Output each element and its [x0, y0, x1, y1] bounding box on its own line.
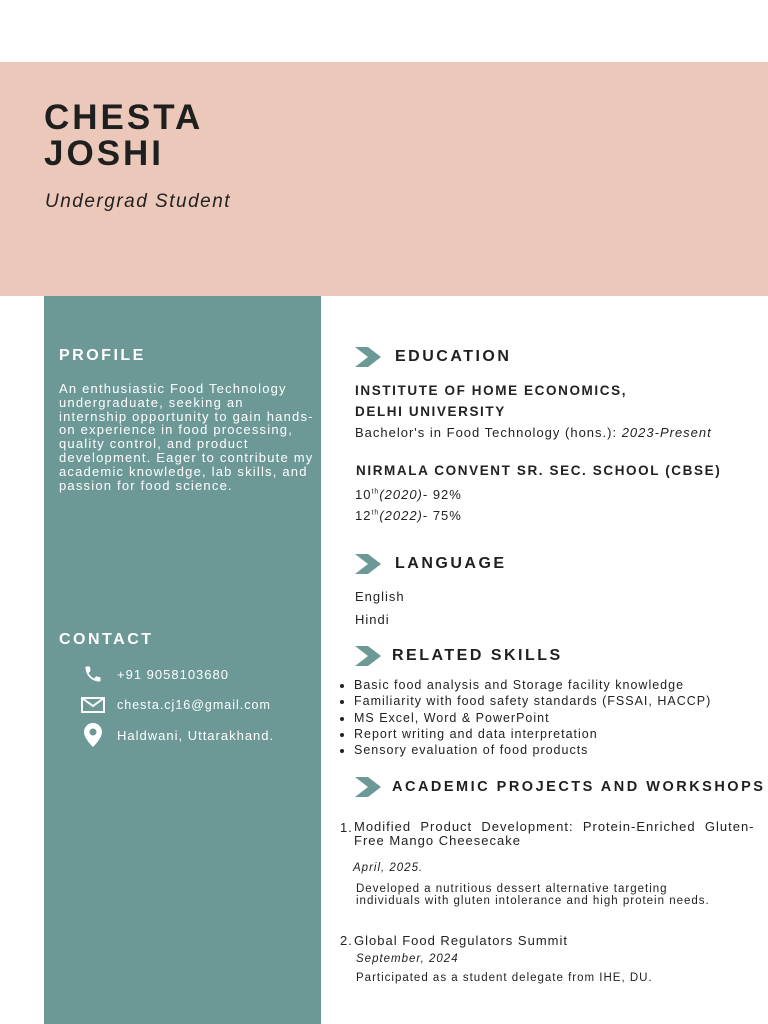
project-2-title: Global Food Regulators Summit	[354, 933, 568, 948]
list-item: • Familiarity with food safety standards (FSSAI, HACCP)	[354, 693, 711, 709]
grade-12-year: (2022)	[379, 508, 423, 523]
phone-number: +91 9058103680	[117, 666, 229, 682]
grade-10	[355, 487, 462, 502]
project-1-desc-line-2: individuals with gluten intolerance and high protein needs.	[356, 894, 710, 907]
language-heading: LANGUAGE	[395, 555, 507, 572]
profile-text: An enthusiastic Food Technology undergraduate, seeking an internship opportunity to gain hands-on experience in food processing, quality control, and product development. Eager to contribute my academic knowledge, lab skills, and passion for food science.	[59, 381, 314, 493]
applicant-name	[44, 100, 203, 172]
grade-10-label: 10	[355, 487, 372, 502]
language-section-header	[355, 554, 507, 574]
skills-list	[340, 677, 711, 758]
project-1-date: April, 2025.	[353, 862, 424, 874]
list-item: • MS Excel, Word & PowerPoint	[354, 710, 711, 726]
project-1-description	[356, 884, 710, 907]
name-line-2: JOSHI	[44, 134, 165, 173]
contact-email[interactable]	[80, 693, 271, 717]
project-2-description: Participated as a student delegate from IHE, DU.	[356, 972, 653, 984]
project-1-title	[354, 820, 755, 848]
name-line-1: CHESTA	[44, 98, 204, 137]
email-address: chesta.cj16@gmail.com	[117, 698, 271, 712]
project-1-title-line-2: Free Mango Cheesecake	[354, 833, 521, 848]
profile-heading: PROFILE	[59, 347, 146, 364]
job-title: Undergrad Student	[45, 191, 232, 212]
location-pin-icon	[80, 723, 106, 747]
chevron-right-icon	[355, 347, 381, 367]
grade-12-sup: th	[371, 509, 380, 517]
institution-1-line-2: DELHI UNIVERSITY	[355, 404, 506, 419]
email-icon	[80, 693, 106, 717]
project-2-date: September, 2024	[356, 953, 459, 965]
contact-heading: CONTACT	[59, 631, 154, 648]
language-hindi: Hindi	[355, 612, 390, 627]
grade-10-sup: th	[371, 488, 380, 496]
project-1-number: 1.	[340, 820, 353, 835]
degree-text: Bachelor's in Food Technology (hons.):	[355, 425, 622, 440]
projects-heading: ACADEMIC PROJECTS AND WORKSHOPS	[392, 779, 766, 795]
list-item: • Sensory evaluation of food products	[354, 742, 711, 758]
skills-section-header	[355, 646, 563, 666]
language-english: English	[355, 589, 405, 604]
grade-10-year: (2020)	[379, 487, 423, 502]
contact-location	[80, 723, 274, 747]
grade-12-score: - 75%	[422, 508, 462, 523]
education-section-header	[355, 347, 511, 367]
projects-section-header	[355, 777, 765, 797]
institution-1-line-1: INSTITUTE OF HOME ECONOMICS,	[355, 383, 628, 398]
project-1-title-line-1: Modified Product Development: Protein-Enriched Gluten-	[354, 819, 755, 834]
phone-icon	[80, 662, 106, 686]
grade-12	[355, 508, 462, 523]
degree-period: 2023-Present	[621, 425, 712, 440]
grade-10-score: - 92%	[422, 487, 462, 502]
location-text: Haldwani, Uttarakhand.	[117, 727, 275, 743]
chevron-right-icon	[355, 777, 381, 797]
chevron-right-icon	[355, 554, 381, 574]
list-item: • Report writing and data interpretation	[354, 726, 711, 742]
project-2-number: 2.	[340, 933, 353, 948]
education-heading: EDUCATION	[395, 348, 512, 365]
skills-heading: RELATED SKILLS	[392, 647, 563, 664]
contact-phone[interactable]	[80, 662, 229, 686]
institution-2: NIRMALA CONVENT SR. SEC. SCHOOL (CBSE)	[356, 463, 722, 478]
grade-12-label: 12	[355, 508, 372, 523]
list-item: • Basic food analysis and Storage facility knowledge	[354, 677, 711, 693]
chevron-right-icon	[355, 646, 381, 666]
project-1-desc-line-1: Developed a nutritious dessert alternative targeting	[356, 883, 668, 895]
degree-line	[355, 425, 712, 440]
